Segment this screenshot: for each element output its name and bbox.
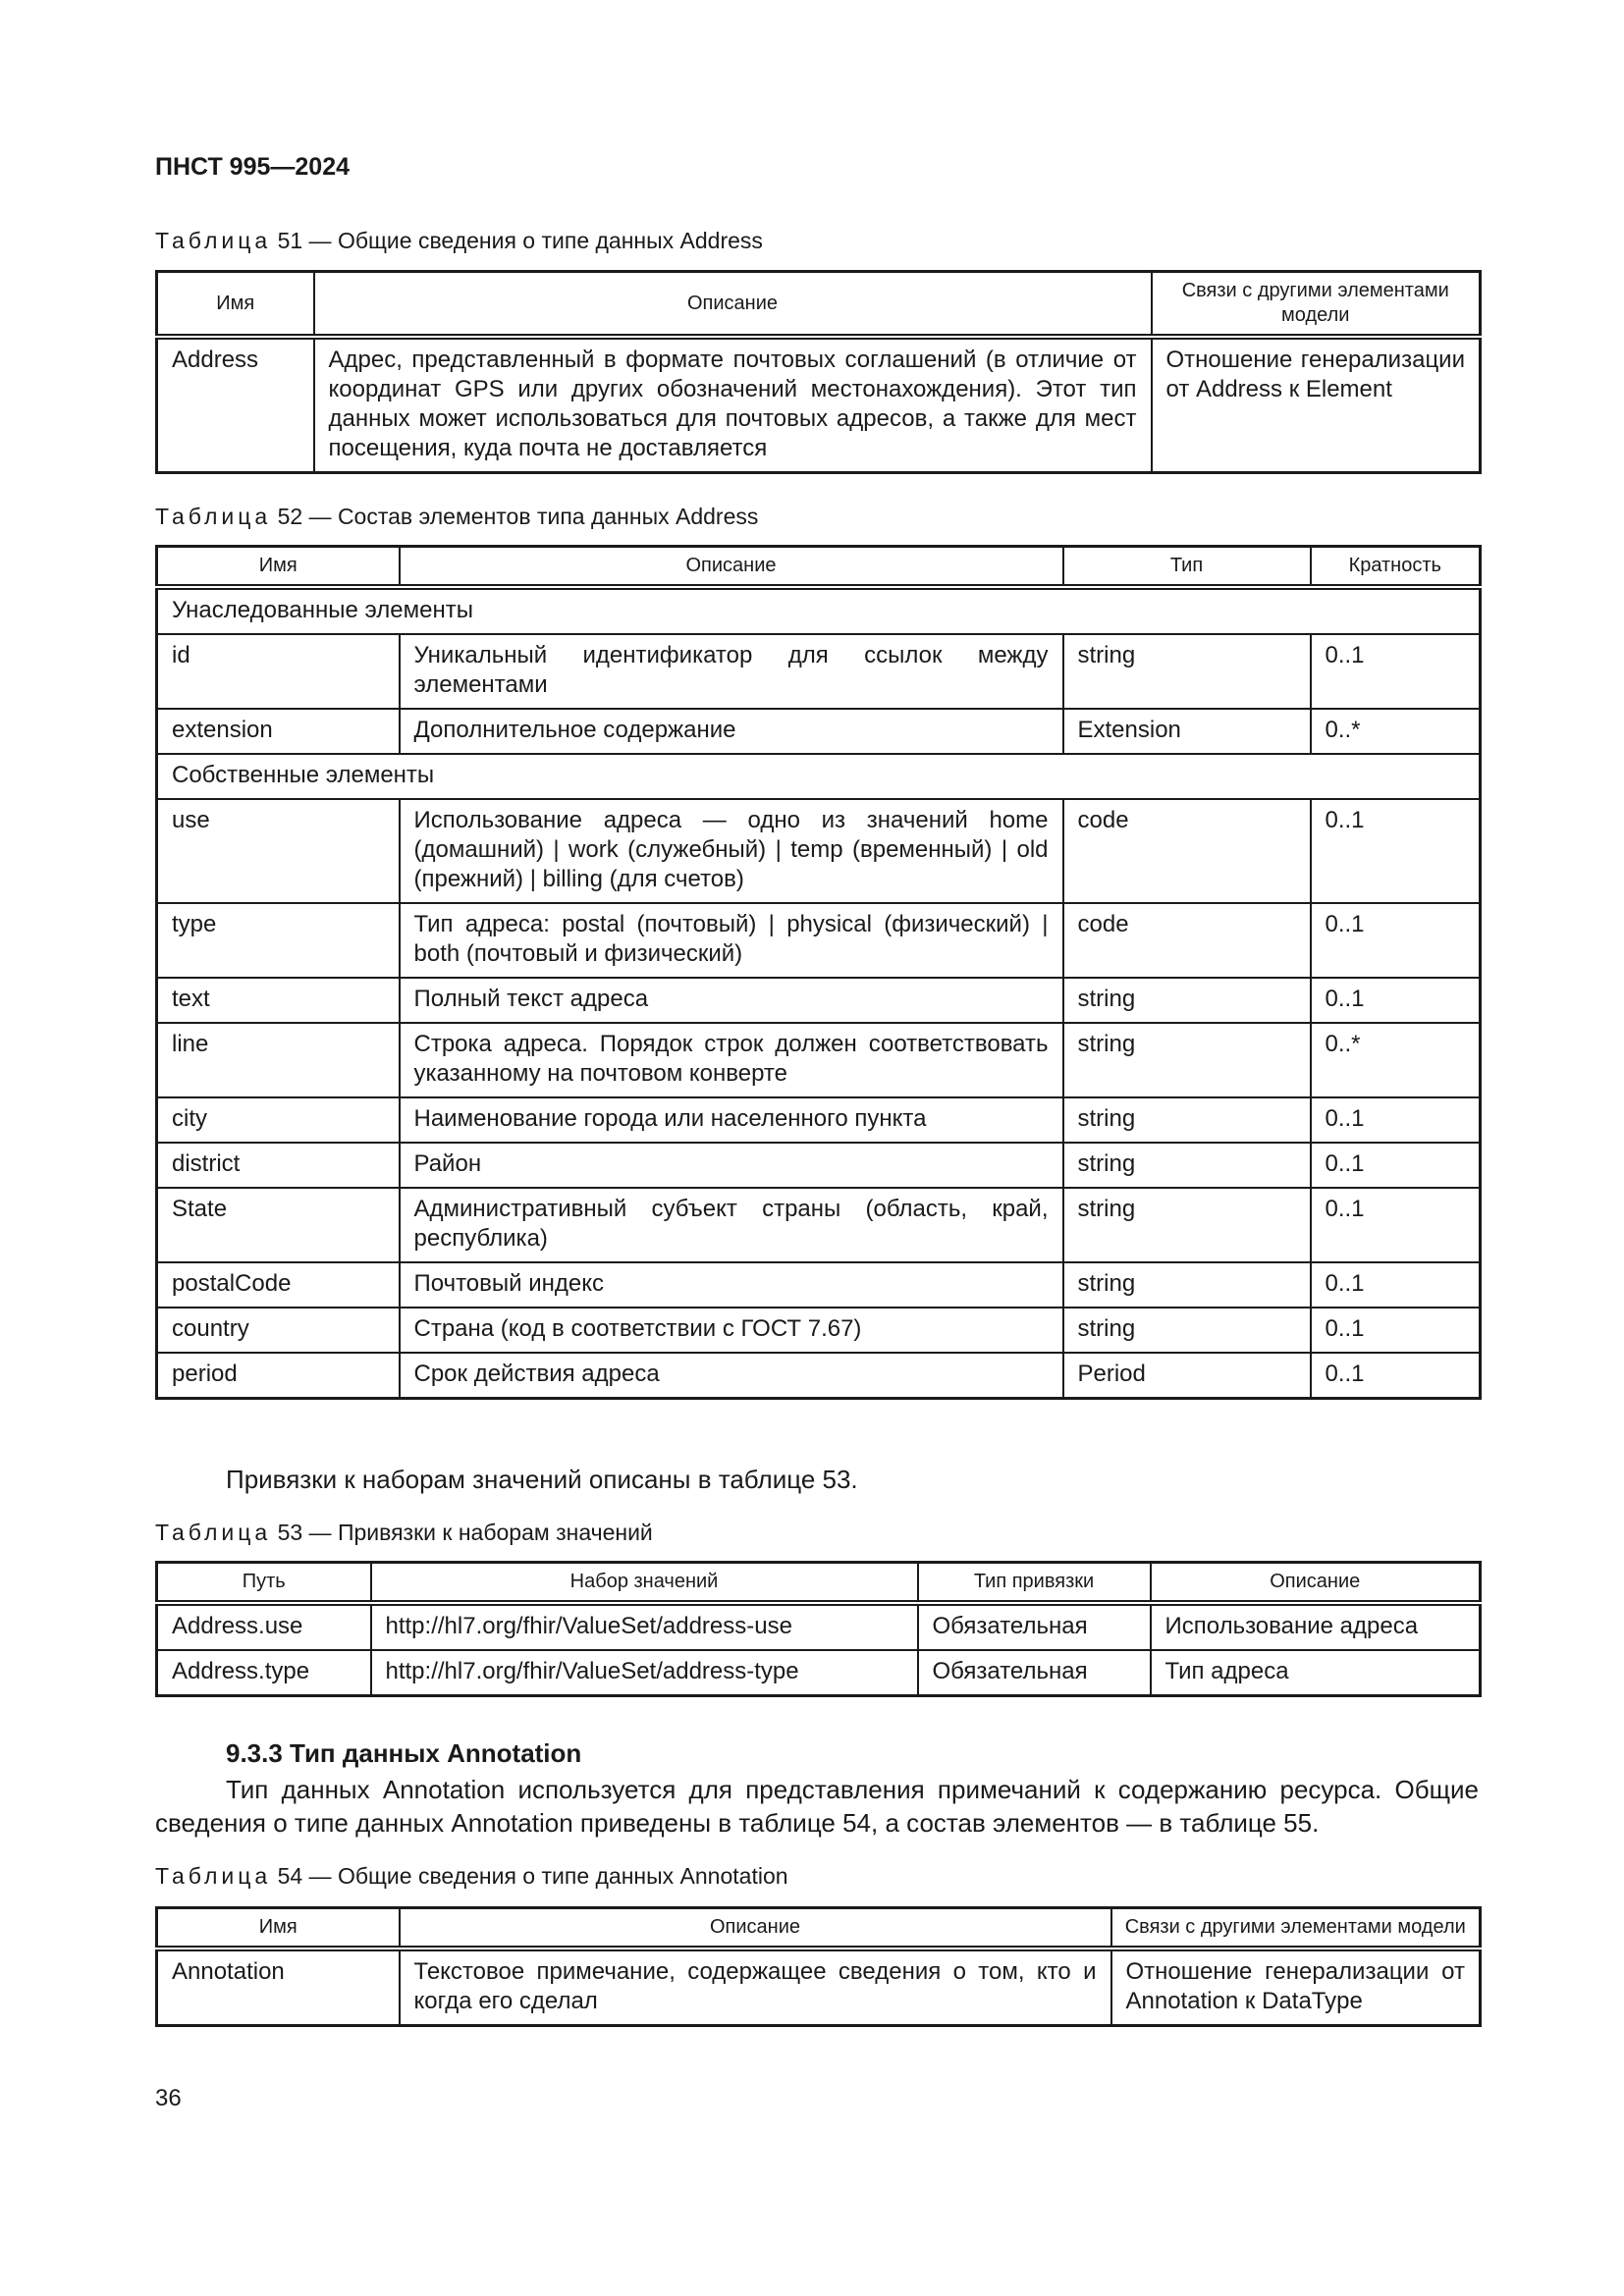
- cell-cardinality: 0..1: [1311, 1143, 1481, 1188]
- table-row: [157, 1097, 1481, 1143]
- section-paragraph: Тип данных Annotation используется для представления примечаний к содержанию ресурса. Общие сведения о типе данных Annotation приведены в таблице 54, а состав элементов — в таблице 55.: [155, 1775, 1479, 1838]
- cell-name: Annotation: [157, 1949, 400, 2026]
- cell-name: district: [157, 1143, 400, 1188]
- cell-cardinality: 0..1: [1311, 1262, 1481, 1308]
- cell-description: Срок действия адреса: [400, 1353, 1063, 1399]
- cell-type: Extension: [1063, 709, 1311, 754]
- cell-cardinality: 0..*: [1311, 709, 1481, 754]
- cell-description: Район: [400, 1143, 1063, 1188]
- header-cell: Описание: [400, 1908, 1111, 1949]
- cell-type: string: [1063, 978, 1311, 1023]
- cell-name: postalCode: [157, 1262, 400, 1308]
- cell-type: code: [1063, 799, 1311, 903]
- cell-description: Тип адреса: [1151, 1650, 1481, 1696]
- table-row: [157, 1188, 1481, 1262]
- cell-name: extension: [157, 709, 400, 754]
- cell-type: string: [1063, 1023, 1311, 1097]
- table-header-row: [157, 1908, 1481, 1949]
- cell-cardinality: 0..1: [1311, 1353, 1481, 1399]
- cell-name: country: [157, 1308, 400, 1353]
- header-cell: Имя: [157, 272, 314, 338]
- table-row: [157, 1023, 1481, 1097]
- cell-path: Address.use: [157, 1603, 371, 1650]
- cell-binding-type: Обязательная: [918, 1650, 1151, 1696]
- document-header: ПНСТ 995—2024: [155, 153, 350, 181]
- cell-description: Адрес, представленный в формате почтовых соглашений (в отличие от координат GPS или других обозначений местонахождения). Этот тип данных может использоваться для почтовых адресов, а также для мест посещения, куда почта не доставляется: [314, 337, 1152, 473]
- section-own: Собственные элементы: [157, 754, 1481, 799]
- header-cell: Описание: [1151, 1563, 1481, 1604]
- cell-description: Текстовое примечание, содержащее сведения о том, кто и когда его сделал: [400, 1949, 1111, 2026]
- section-row: [157, 587, 1481, 634]
- cell-type: string: [1063, 1143, 1311, 1188]
- table-row: [157, 1353, 1481, 1399]
- table-row: [157, 337, 1481, 473]
- header-cell: Связи с другими элементами модели: [1152, 272, 1481, 338]
- cell-name: line: [157, 1023, 400, 1097]
- section-inherited: Унаследованные элементы: [157, 587, 1481, 634]
- caption-word: Таблица: [155, 1863, 272, 1889]
- cell-cardinality: 0..1: [1311, 1188, 1481, 1262]
- table-row: [157, 799, 1481, 903]
- table-row: [157, 1603, 1481, 1650]
- table-row: [157, 634, 1481, 709]
- cell-description: Страна (код в соответствии с ГОСТ 7.67): [400, 1308, 1063, 1353]
- cell-path: Address.type: [157, 1650, 371, 1696]
- table-header-row: [157, 1563, 1481, 1604]
- cell-cardinality: 0..1: [1311, 1097, 1481, 1143]
- cell-relations: Отношение генерализации от Annotation к DataType: [1111, 1949, 1481, 2026]
- header-cell: Имя: [157, 547, 400, 588]
- cell-cardinality: 0..1: [1311, 634, 1481, 709]
- cell-cardinality: 0..*: [1311, 1023, 1481, 1097]
- header-cell: Тип: [1063, 547, 1311, 588]
- table-row: [157, 1308, 1481, 1353]
- table-row: [157, 903, 1481, 978]
- cell-valueset: http://hl7.org/fhir/ValueSet/address-use: [371, 1603, 918, 1650]
- caption-text: 53 — Привязки к наборам значений: [277, 1520, 653, 1545]
- table-header-row: [157, 547, 1481, 588]
- caption-text: 54 — Общие сведения о типе данных Annotation: [277, 1863, 788, 1889]
- cell-name: type: [157, 903, 400, 978]
- cell-description: Административный субъект страны (область, край, республика): [400, 1188, 1063, 1262]
- cell-type: string: [1063, 634, 1311, 709]
- cell-name: period: [157, 1353, 400, 1399]
- cell-name: Address: [157, 337, 314, 473]
- table-row: [157, 709, 1481, 754]
- cell-cardinality: 0..1: [1311, 1308, 1481, 1353]
- table51-caption: [155, 228, 763, 254]
- table-row: [157, 1262, 1481, 1308]
- header-cell: Описание: [400, 547, 1063, 588]
- cell-description: Полный текст адреса: [400, 978, 1063, 1023]
- table-row: [157, 978, 1481, 1023]
- cell-name: text: [157, 978, 400, 1023]
- header-cell: Имя: [157, 1908, 400, 1949]
- caption-word: Таблица: [155, 1520, 272, 1545]
- cell-description: Наименование города или населенного пункта: [400, 1097, 1063, 1143]
- cell-description: Дополнительное содержание: [400, 709, 1063, 754]
- cell-binding-type: Обязательная: [918, 1603, 1151, 1650]
- table-header-row: [157, 272, 1481, 338]
- caption-text: 51 — Общие сведения о типе данных Address: [277, 228, 763, 253]
- header-cell: Путь: [157, 1563, 371, 1604]
- cell-type: Period: [1063, 1353, 1311, 1399]
- cell-name: State: [157, 1188, 400, 1262]
- cell-cardinality: 0..1: [1311, 978, 1481, 1023]
- page-number: 36: [155, 2085, 182, 2111]
- table53-caption: [155, 1520, 653, 1546]
- cell-description: Использование адреса — одно из значений home (домашний) | work (служебный) | temp (временный) | old (прежний) | billing (для счетов): [400, 799, 1063, 903]
- table-row: [157, 1143, 1481, 1188]
- table-row: [157, 1949, 1481, 2026]
- cell-name: id: [157, 634, 400, 709]
- cell-relations: Отношение генерализации от Address к Element: [1152, 337, 1481, 473]
- header-cell: Тип привязки: [918, 1563, 1151, 1604]
- cell-description: Тип адреса: postal (почтовый) | physical (физический) | both (почтовый и физический): [400, 903, 1063, 978]
- cell-type: string: [1063, 1188, 1311, 1262]
- table-54: [155, 1906, 1482, 2027]
- cell-name: use: [157, 799, 400, 903]
- section-heading: 9.3.3 Тип данных Annotation: [226, 1738, 582, 1768]
- header-cell: Кратность: [1311, 547, 1481, 588]
- caption-word: Таблица: [155, 228, 272, 253]
- cell-valueset: http://hl7.org/fhir/ValueSet/address-type: [371, 1650, 918, 1696]
- caption-word: Таблица: [155, 504, 272, 529]
- cell-description: Уникальный идентификатор для ссылок между элементами: [400, 634, 1063, 709]
- header-cell: Набор значений: [371, 1563, 918, 1604]
- cell-description: Строка адреса. Порядок строк должен соответствовать указанному на почтовом конверте: [400, 1023, 1063, 1097]
- cell-name: city: [157, 1097, 400, 1143]
- cell-cardinality: 0..1: [1311, 903, 1481, 978]
- header-cell: Описание: [314, 272, 1152, 338]
- cell-cardinality: 0..1: [1311, 799, 1481, 903]
- table-53: [155, 1561, 1482, 1697]
- table-51: [155, 270, 1482, 474]
- cell-type: string: [1063, 1262, 1311, 1308]
- section-row: [157, 754, 1481, 799]
- bindings-note: Привязки к наборам значений описаны в таблице 53.: [226, 1465, 858, 1494]
- table-52: [155, 545, 1482, 1400]
- caption-text: 52 — Состав элементов типа данных Address: [277, 504, 759, 529]
- cell-type: string: [1063, 1097, 1311, 1143]
- cell-description: Почтовый индекс: [400, 1262, 1063, 1308]
- cell-description: Использование адреса: [1151, 1603, 1481, 1650]
- table-row: [157, 1650, 1481, 1696]
- cell-type: string: [1063, 1308, 1311, 1353]
- header-cell: Связи с другими элементами модели: [1111, 1908, 1481, 1949]
- table52-caption: [155, 504, 758, 530]
- cell-type: code: [1063, 903, 1311, 978]
- table54-caption: [155, 1863, 788, 1890]
